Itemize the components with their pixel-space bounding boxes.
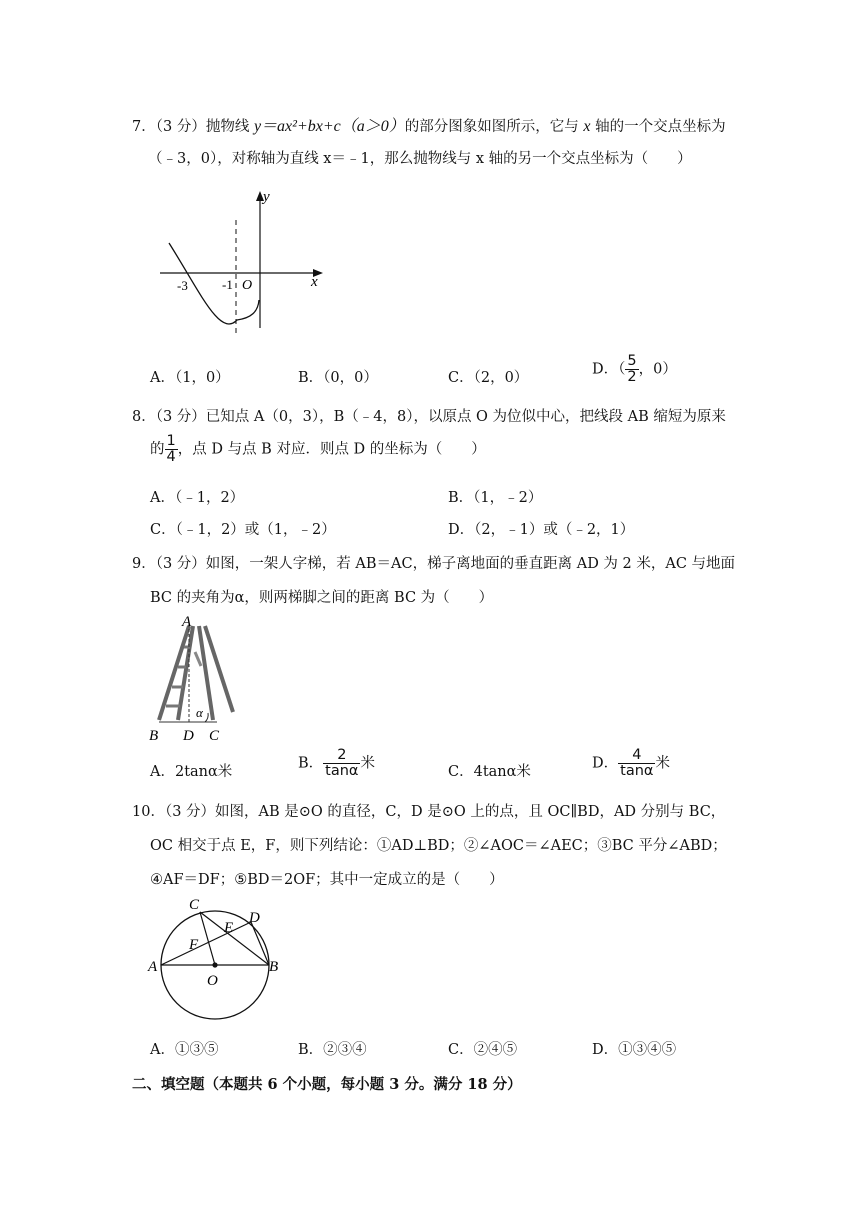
q10-option-b[interactable]: B．②③④	[298, 1042, 367, 1058]
q7-text-c: 轴的一个交点坐标为	[590, 119, 726, 135]
segment-oc	[200, 912, 215, 965]
center-point	[212, 962, 217, 967]
q8-option-b[interactable]: B．（1，﹣2）	[448, 490, 543, 506]
fraction-denominator: 2	[627, 369, 637, 386]
q7-option-c[interactable]: C．（2，0）	[448, 370, 529, 386]
label-o: O	[207, 973, 218, 989]
fraction-numerator: 1	[166, 433, 176, 449]
q7-text-a: 抛物线	[205, 119, 254, 135]
label-f: F	[189, 937, 199, 953]
q7-parabola-graph	[155, 180, 335, 340]
fraction-numerator: 2	[323, 748, 360, 764]
q7-option-a[interactable]: A．（1，0）	[150, 370, 230, 386]
q7-option-d[interactable]	[592, 354, 677, 385]
q7-option-d-prefix: D．（	[592, 361, 626, 378]
label-c: C	[189, 897, 200, 913]
tick-minus-1: -1	[222, 277, 233, 292]
section-2-heading: 二、填空题（本题共 6 个小题，每小题 3 分。满分 18 分）	[132, 1076, 522, 1093]
q10-circle-figure	[145, 895, 290, 1025]
q7-option-d-fraction	[625, 354, 638, 385]
q9-option-d[interactable]	[592, 748, 670, 779]
q9-line1: 9．（3 分）如图，一架人字梯，若 AB＝AC，梯子离地面的垂直距离 AD 为 2 米，AC 与地面	[132, 556, 736, 572]
label-e: E	[224, 920, 234, 936]
q8-option-a[interactable]: A．（﹣1，2）	[150, 490, 245, 506]
label-a: A	[182, 614, 192, 630]
q8-line2	[150, 434, 486, 465]
q9-option-a[interactable]: A．2tanα米	[150, 764, 233, 780]
q8-suffix: ，点 D 与点 B 对应．则点 D 的坐标为（ ）	[177, 441, 486, 458]
q7-option-d-suffix: ，0）	[638, 361, 677, 378]
q10-line2: OC 相交于点 E，F，则下列结论：①AD⊥BD；②∠AOC＝∠AEC；③BC 平分∠ABD；	[150, 838, 727, 854]
q7-score: （3 分）	[155, 119, 206, 135]
label-c: C	[209, 728, 220, 744]
q8-option-d[interactable]: D．（2，﹣1）或（﹣2，1）	[448, 522, 635, 538]
ladder-brace	[195, 652, 201, 666]
y-label: y	[263, 189, 270, 205]
q7-number: 7．	[132, 119, 156, 135]
q8-line1: 8．（3 分）已知点 A（0，3），B（﹣4，8），以原点 O 为位似中心，把线段 AB 缩短为原来	[132, 409, 726, 425]
label-d: D	[183, 728, 194, 744]
q7-x: x	[583, 118, 591, 135]
q8-fraction	[165, 434, 178, 465]
origin-label: O	[242, 278, 253, 293]
q10-option-d[interactable]: D．①③④⑤	[592, 1042, 677, 1058]
q10-line1: 10．（3 分）如图，AB 是⊙O 的直径，C，D 是⊙O 上的点，且 OC∥BD，AD 分别与 BC，	[132, 804, 726, 820]
q9-line2: BC 的夹角为α，则两梯脚之间的距离 BC 为（ ）	[150, 590, 494, 606]
label-b: B	[149, 728, 159, 744]
q9-ladder-figure	[145, 612, 255, 747]
q9-option-b-suffix: 米	[360, 755, 375, 772]
q9-option-c[interactable]: C．4tanα米	[448, 764, 531, 780]
label-d: D	[249, 910, 260, 926]
fraction-denominator: tanα	[325, 763, 359, 780]
label-alpha: α	[196, 705, 203, 720]
tick-minus-3: -3	[177, 278, 188, 293]
q7-option-b[interactable]: B．（0，0）	[298, 370, 378, 386]
fraction-numerator: 4	[618, 748, 655, 764]
fraction-denominator: 4	[166, 449, 176, 466]
q7-equation: y＝ax²+bx+c（a＞0）	[253, 118, 405, 135]
q9-option-d-fraction	[618, 748, 655, 779]
q10-option-a[interactable]: A．①③⑤	[150, 1042, 219, 1058]
q9-option-b-prefix: B．	[298, 755, 324, 772]
q8-option-c[interactable]: C．（﹣1，2）或（1，﹣2）	[150, 522, 336, 538]
fraction-numerator: 5	[627, 353, 637, 369]
angle-arc	[205, 713, 208, 722]
label-a: A	[148, 959, 158, 975]
q9-option-d-suffix: 米	[655, 755, 670, 772]
label-b: B	[269, 959, 279, 975]
x-label: x	[311, 274, 318, 290]
fraction-denominator: tanα	[620, 763, 654, 780]
q9-option-d-prefix: D．	[592, 755, 619, 772]
q7-line2: （﹣3，0），对称轴为直线 x＝﹣1，那么抛物线与 x 轴的另一个交点坐标为（ ）	[148, 151, 692, 167]
q10-line3: ④AF＝DF；⑤BD＝2OF；其中一定成立的是（ ）	[150, 872, 504, 888]
q7-text-b: 的部分图象如图所示，它与	[404, 119, 584, 135]
q9-option-b[interactable]	[298, 748, 375, 779]
q7-line1	[132, 113, 726, 136]
q8-prefix: 的	[150, 441, 165, 458]
q10-option-c[interactable]: C．②④⑤	[448, 1042, 518, 1058]
q9-option-b-fraction	[323, 748, 360, 779]
